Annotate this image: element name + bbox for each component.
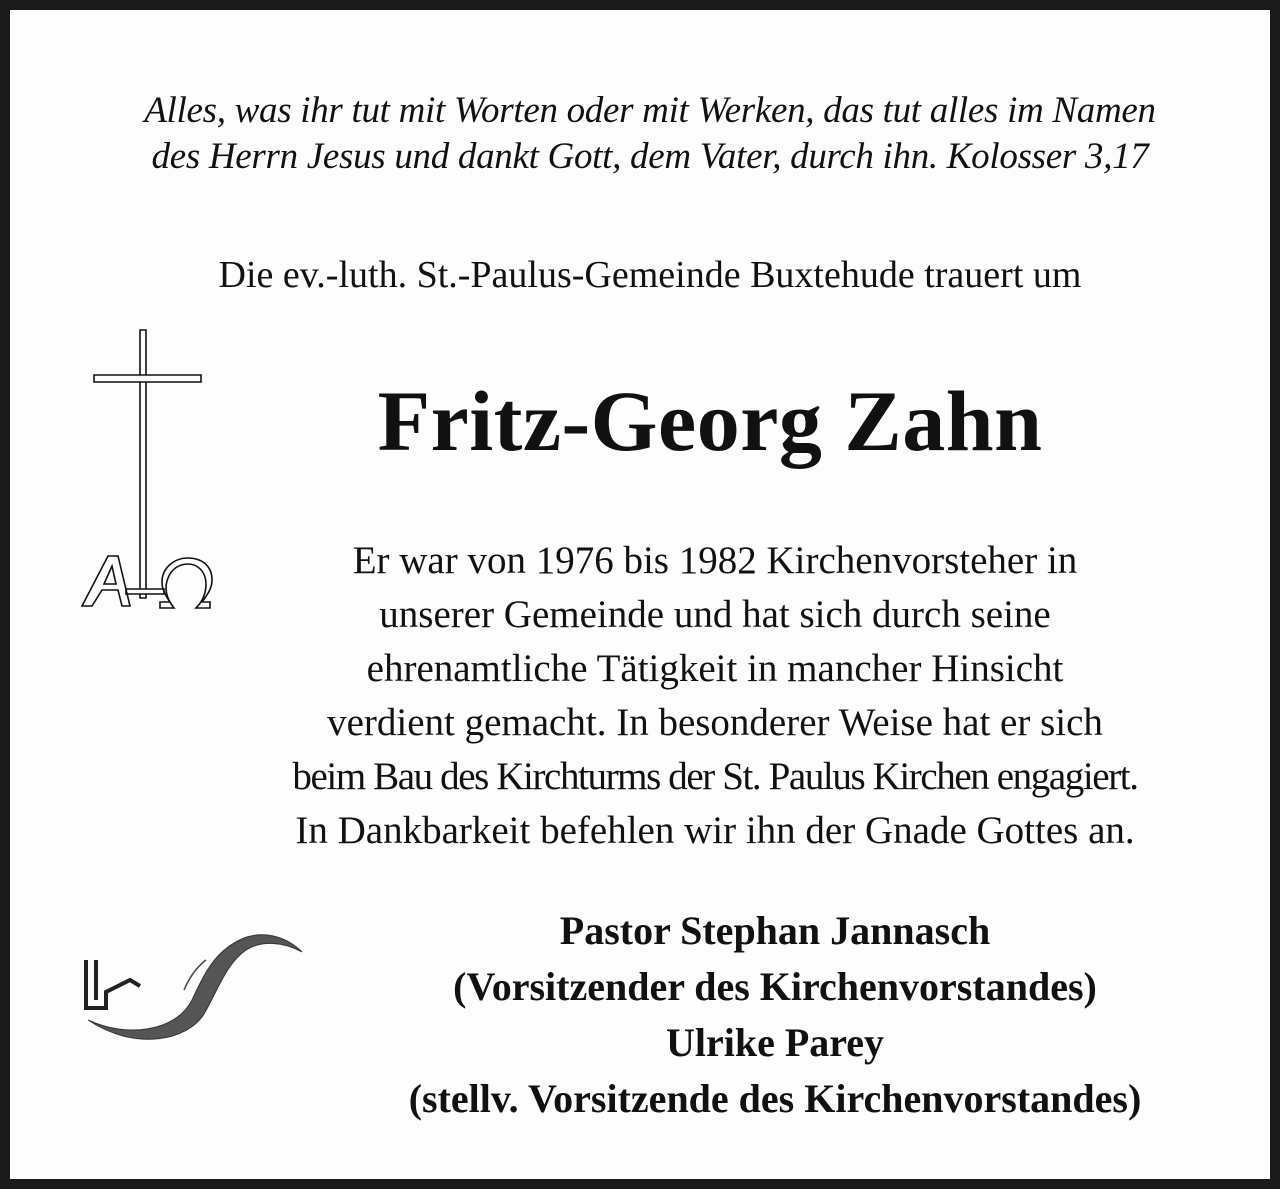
verse-line-1: Alles, was ihr tut mit Worten oder mit Werken, das tut alles im Namen [144,90,1156,131]
signatory-role: (Vorsitzender des Kirchenvorstandes) [453,964,1097,1009]
deceased-name: Fritz-Georg Zahn [377,373,1043,469]
tribute-line: ehrenamtliche Tätigkeit in mancher Hinsicht [366,647,1064,690]
tribute-line: In Dankbarkeit befehlen wir ihn der Gnade Gottes an. [295,809,1135,852]
church-logo-icon [66,920,310,1065]
intro-text: Die ev.-luth. St.-Paulus-Gemeinde Buxtehude trauert um [218,254,1082,296]
signatory-name: Ulrike Parey [665,1020,885,1065]
signatory-role: (stellv. Vorsitzende des Kirchenvorstandes) [408,1076,1142,1121]
signatory-name: Pastor Stephan Jannasch [559,908,991,953]
tribute-line: beim Bau des Kirchturms der St. Paulus Kirchen engagiert. [292,755,1138,798]
tribute-line: Er war von 1976 bis 1982 Kirchenvorsteher in [352,539,1078,582]
signatures [310,903,1240,1127]
tribute-line: unserer Gemeinde und hat sich durch seine [379,593,1051,636]
tribute-text [200,534,1230,858]
bible-verse [70,88,1230,180]
verse-line-2: des Herrn Jesus und dankt Gott, dem Vater, durch ihn. Kolosser 3,17 [151,136,1149,177]
tribute-line: verdient gemacht. In besonderer Weise hat er sich [327,701,1103,744]
cross-alpha-omega-icon [74,326,214,618]
